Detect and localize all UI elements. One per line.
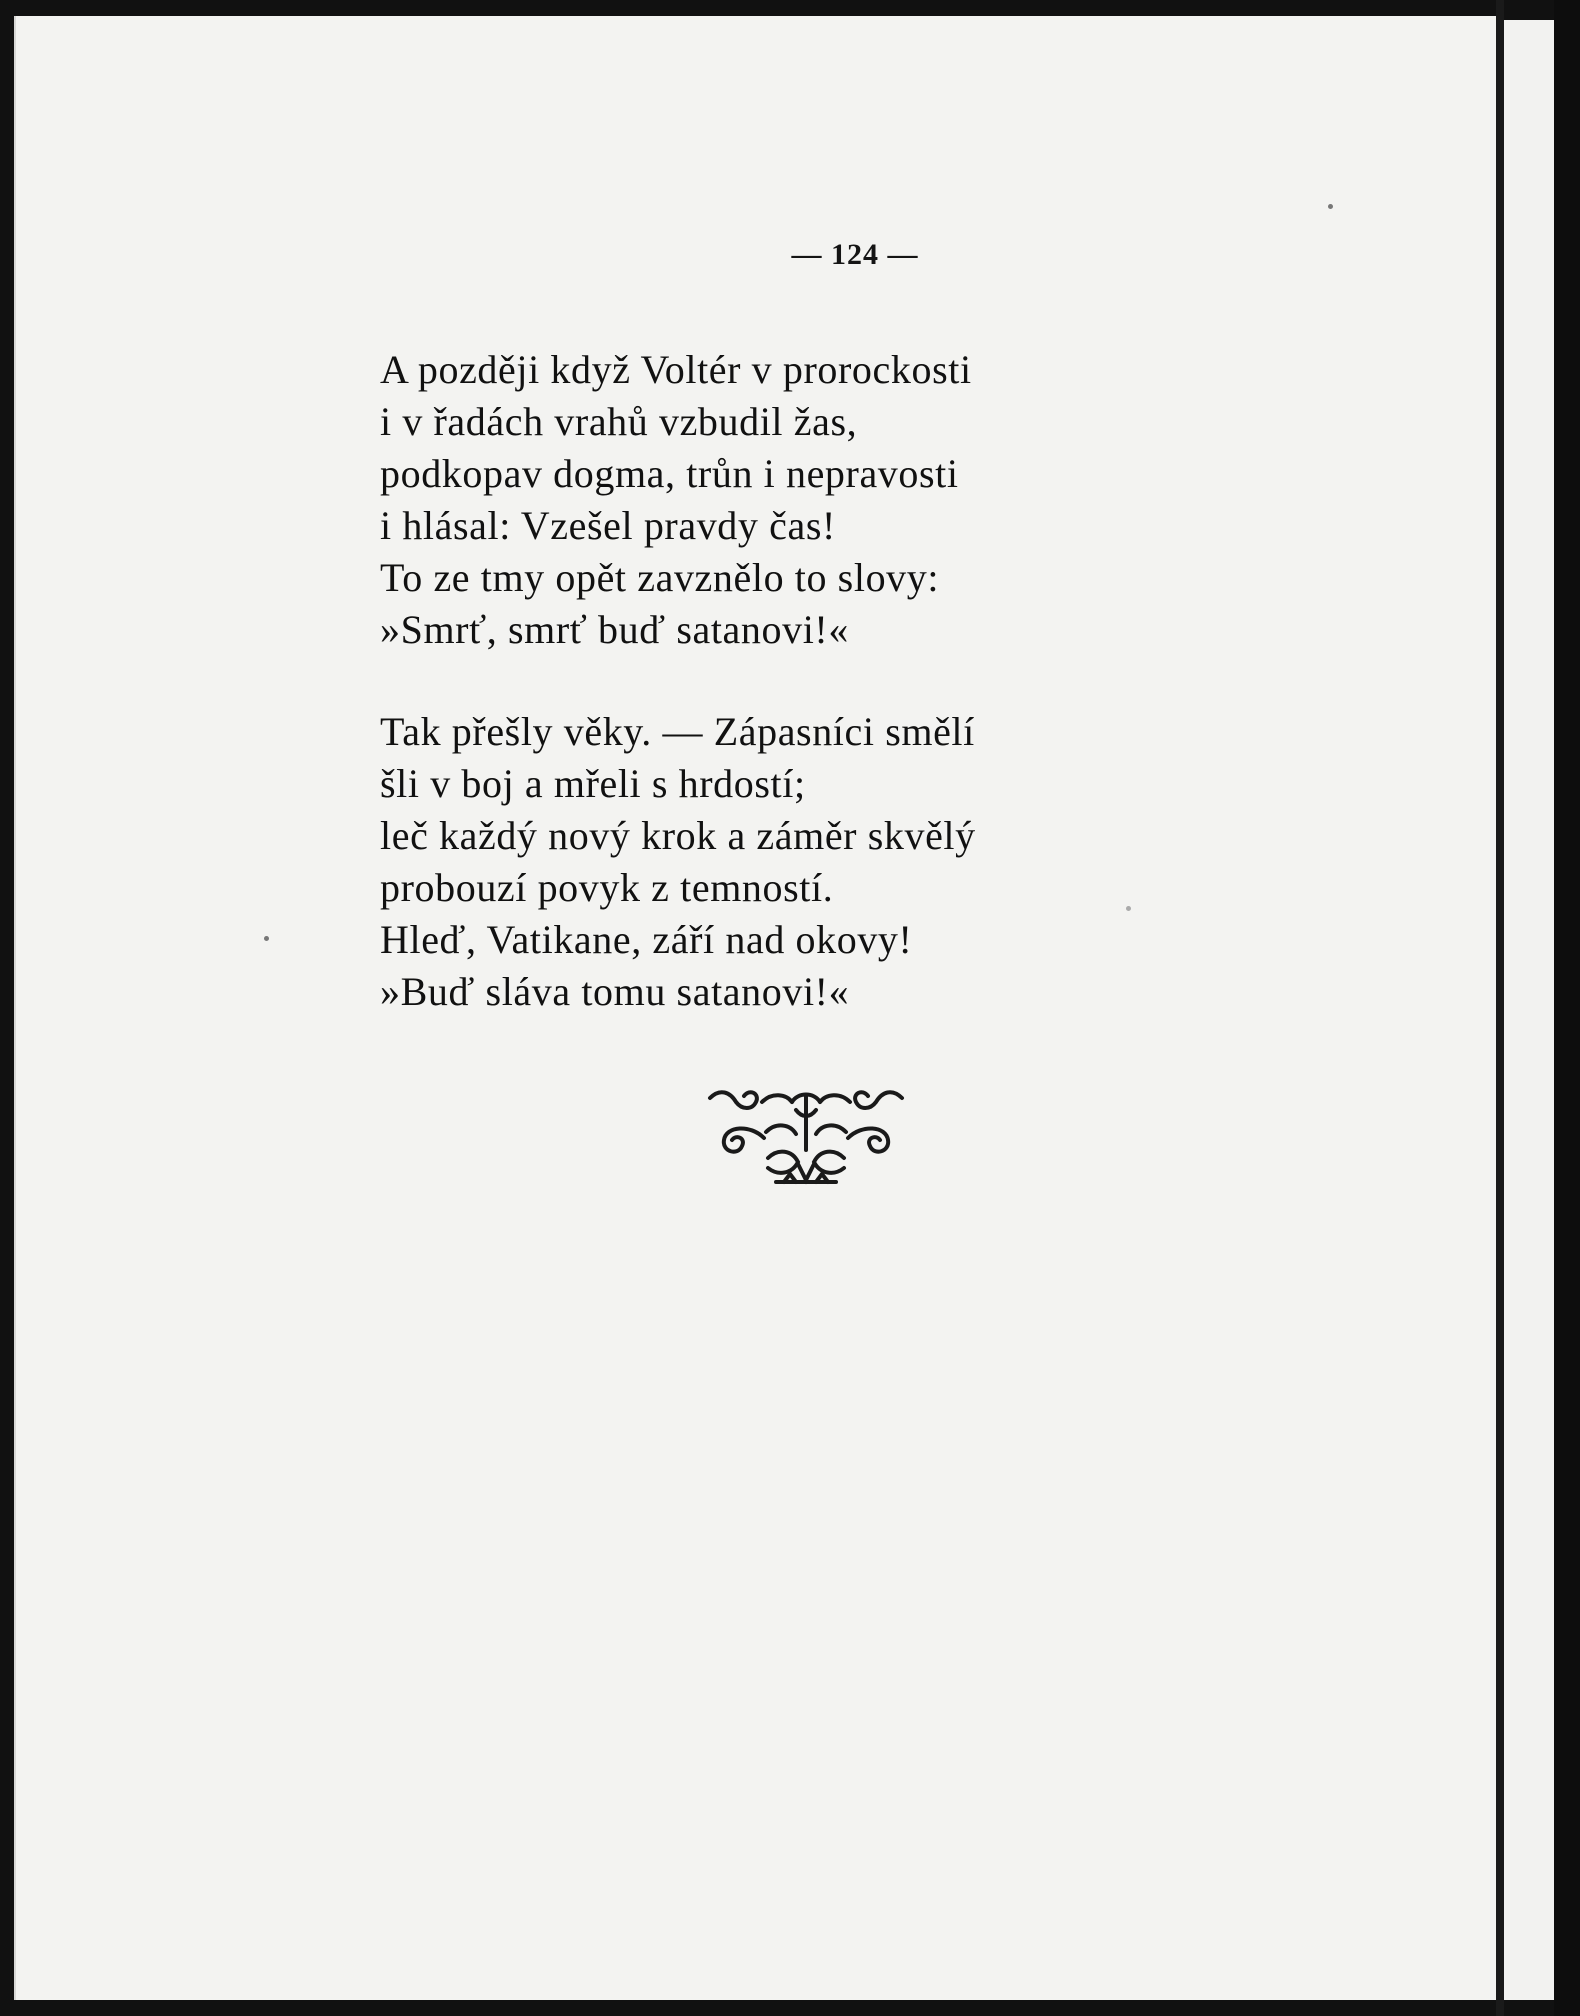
poem-line: šli v boj a mřeli s hrdostí; <box>380 761 806 806</box>
poem-line: i v řadách vrahů vzbudil žas, <box>380 399 858 444</box>
poem-line: leč každý nový krok a záměr skvělý <box>380 813 976 858</box>
poem-line: »Buď sláva tomu satanovi!« <box>380 969 850 1014</box>
scan-border <box>1554 0 1580 2016</box>
poem-line: Hleď, Vatikane, září nad okovy! <box>380 917 913 962</box>
page-gutter <box>1496 0 1504 2016</box>
page-number: — 124 — <box>791 238 919 271</box>
dust-speck <box>264 936 269 941</box>
poem-line: A později když Voltér v prorockosti <box>380 347 972 392</box>
adjacent-page-edge <box>1504 20 1554 2000</box>
floral-ornament-icon <box>706 1084 906 1194</box>
stanza-1 <box>380 344 1240 656</box>
stanza-2 <box>380 706 1240 1018</box>
poem-line: probouzí povyk z temností. <box>380 865 834 910</box>
poem-body <box>380 344 1240 1068</box>
dust-speck <box>1328 204 1333 209</box>
poem-line: »Smrť, smrť buď satanovi!« <box>380 607 849 652</box>
poem-line: To ze tmy opět zavznělo to slovy: <box>380 555 940 600</box>
poem-line: i hlásal: Vzešel pravdy čas! <box>380 503 836 548</box>
poem-line: Tak přešly věky. — Zápasníci smělí <box>380 709 975 754</box>
poem-line: podkopav dogma, trůn i nepravosti <box>380 451 959 496</box>
